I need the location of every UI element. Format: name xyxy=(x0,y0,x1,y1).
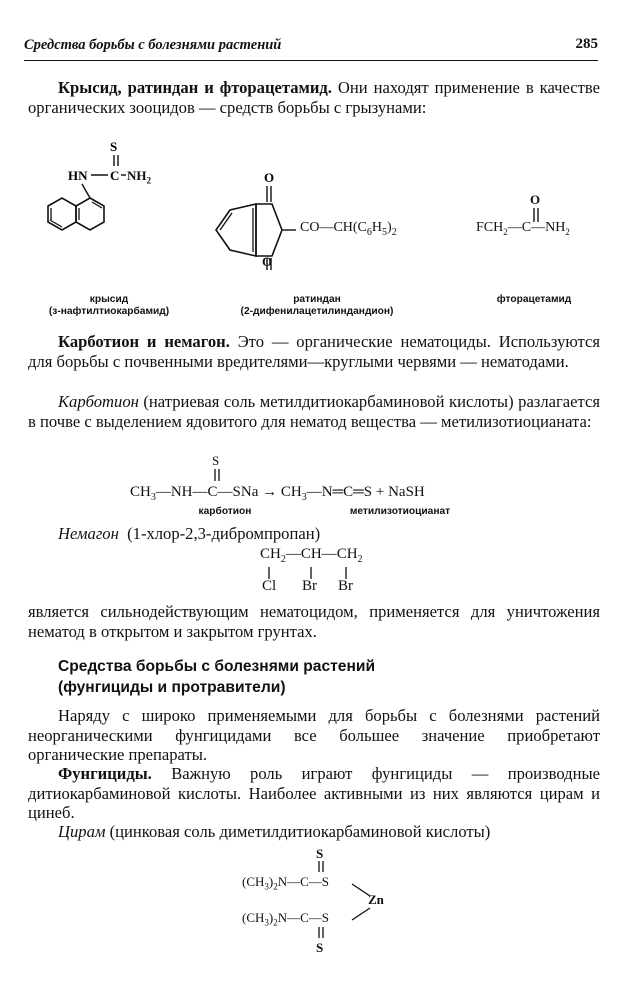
page-number: 285 xyxy=(575,36,598,52)
nematocides-text: Это — органические нематоциды. Используются для борьбы с почвенными вредителями—круглыми червями — нематодами. xyxy=(28,332,600,371)
rodenticides-paragraph xyxy=(28,78,600,117)
ziram-s-bottom: S xyxy=(316,940,324,955)
ziram-top-double-bond xyxy=(315,860,329,874)
ziram-upper-arm: $(CH_3)_2N—C—S$ xyxy=(242,874,330,892)
krysid-caption: крысид (з-нафтилтиокарбамид) xyxy=(48,294,170,317)
reaction-equation: $CH_3—NH—C—SNa$ → $CH_3—N═C═S$ + NaSH xyxy=(130,484,425,503)
reaction-double-bond xyxy=(211,468,225,484)
rodenticides-text: Они находят применение в качестве органических зооцидов — средств борьбы с грызунами: xyxy=(28,78,601,117)
ratindan-chain: $CO—CH(C_6H_5)_2$ xyxy=(300,220,397,238)
mitc-label: метилизотиоцианат xyxy=(349,506,451,517)
section-title-line2: (фунгициды и протравители) xyxy=(58,679,286,696)
ratindan-atom-o2: O xyxy=(262,254,273,269)
ziram-lower-arm: $(CH_3)_2N—C—S$ xyxy=(242,910,330,928)
ratindan-caption: ратиндан (2-дифенилацетилиндандион) xyxy=(240,294,394,317)
ziram-bottom-double-bond xyxy=(315,926,329,940)
nematocides-heading: Карботион и немагон. xyxy=(58,332,230,351)
krysid-atom-c: C xyxy=(110,168,120,183)
krysid-nh2: $NH_2$ xyxy=(127,168,151,186)
carbothion-paragraph xyxy=(28,392,600,431)
ziram-text: (цинковая соль диметилдитиокарбаминовой кислоты) xyxy=(105,822,491,841)
reaction-top-s: S xyxy=(212,453,220,468)
nemagon-conclusion: является сильнодействующим нематоцидом, применяется для уничтожения нематод в открытом и закрытом грунтах. xyxy=(28,602,600,641)
carbothion-text: (натриевая соль метилдитиокарбаминовой кислоты) разлагается в почве с выделением ядовитого для нематод вещества — метилизотиоцианата: xyxy=(28,392,600,431)
ziram-name: Цирам xyxy=(58,822,106,841)
rodenticides-heading: Крысид, ратиндан и фторацетамид. xyxy=(58,78,332,97)
carbothion-name: Карботион xyxy=(58,392,139,411)
nemagon-br1: Br xyxy=(302,578,317,594)
fungicides-paragraph xyxy=(28,764,600,823)
nemagon-name: Немагон xyxy=(58,524,119,543)
nematocides-paragraph xyxy=(28,332,600,371)
ftoracetamid-caption: фторацетамид xyxy=(496,294,572,305)
fungicides-intro: Наряду с широко применяемыми для борьбы с болезнями растений неорганическими фунгицидами все большее значение приобретают органические препараты. xyxy=(28,706,600,765)
ziram-s-top: S xyxy=(316,846,324,861)
ftoracetamid-atom-o: O xyxy=(530,192,541,207)
nemagon-systematic: (1-хлор-2,3-дибромпропан) xyxy=(127,524,321,543)
carbothion-label: карботион xyxy=(198,506,252,517)
ratindan-structure xyxy=(196,166,296,276)
fungicides-text: Важную роль играют фунгициды — производные дитиокарбаминовой кислоты. Наиболее активными из них являются цирам и цинеб. xyxy=(28,764,600,823)
ftoracetamid-formula: $FCH_2—C—NH_2$ xyxy=(476,220,570,237)
running-title: Средства борьбы с болезнями растений xyxy=(24,37,282,53)
nemagon-br2: Br xyxy=(338,578,353,594)
ziram-paragraph xyxy=(28,822,600,842)
nemagon-cl: Cl xyxy=(262,578,277,594)
section-title-line1: Средства борьбы с болезнями растений xyxy=(58,658,376,675)
krysid-atom-hn: HN xyxy=(68,168,88,183)
running-header xyxy=(24,32,598,61)
section-heading xyxy=(58,656,375,698)
fungicides-heading: Фунгициды. xyxy=(58,764,152,783)
krysid-structure xyxy=(18,136,128,256)
nemagon-chain: $CH_2—CH—CH_2$ xyxy=(260,546,363,565)
krysid-atom-s: S xyxy=(110,139,118,154)
nemagon-line xyxy=(58,524,558,544)
ratindan-atom-o1: O xyxy=(264,170,275,185)
ziram-zn: Zn xyxy=(368,892,384,907)
